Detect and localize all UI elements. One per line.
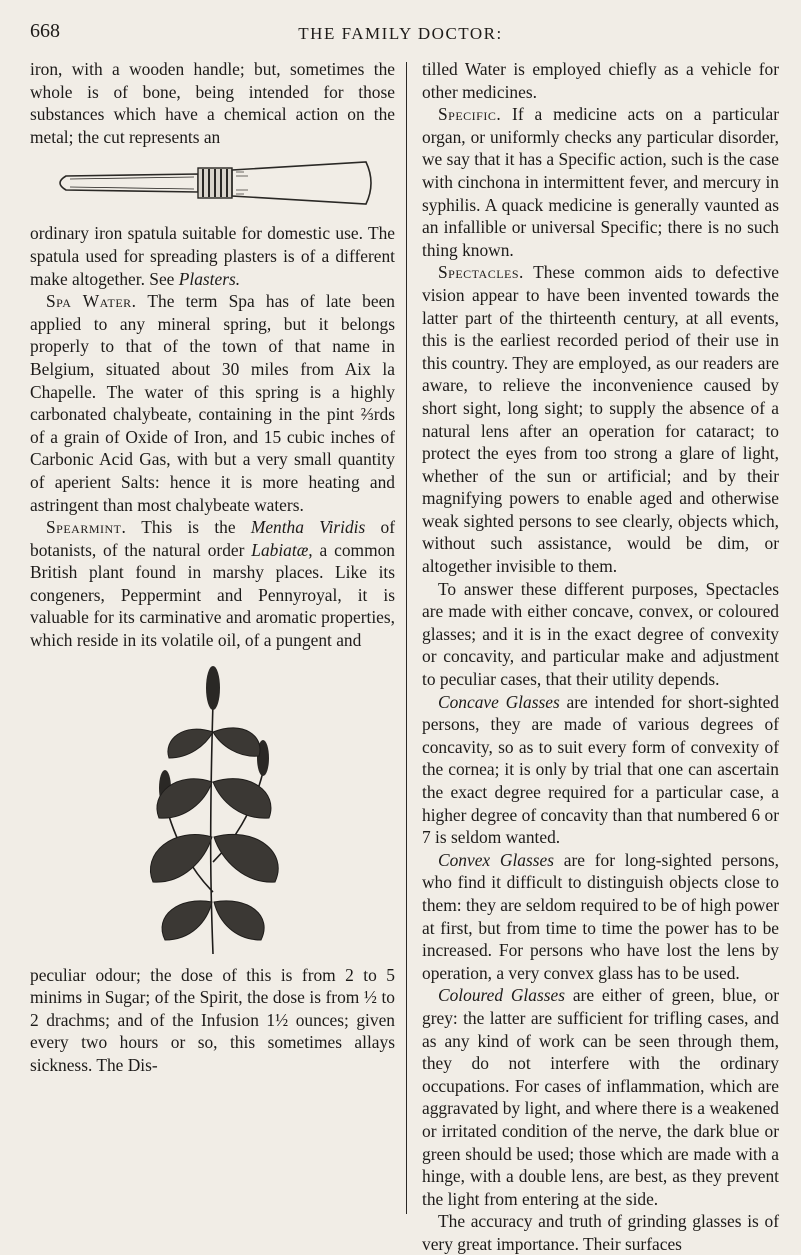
spearmint-entry <box>30 516 395 652</box>
coloured-glasses-entry <box>422 984 779 1210</box>
concave-glasses-text: are intended for short-sighted persons, they are made of various degrees of concavity, so as to suit every form of convexity of the cornea; it is only by trial that one can ascertain the exact degree required for a particular case, a higher degree of concavity than that numbered 6 or 7 is seldom wanted. <box>422 691 779 848</box>
page-number: 668 <box>30 20 60 42</box>
spectacles-entry <box>422 261 779 577</box>
spearmint-text-c: of botanists, of the natural order <box>30 517 396 560</box>
coloured-glasses-text: are either of green, blue, or grey: the latter are sufficient for trifling cases, and as any kind of work can be seen through them, they do not interfere with the ordinary occupations. For cases of inflammation, which are aggravated by light, and where there is a weakened or irritated condition of the nerve, the dark blue or green should be used; those which are made with a hinge, with a double lens, are best, as they prevent the light from entering at the side. <box>422 985 779 1209</box>
spearmint-plant-illustration <box>113 662 313 958</box>
convex-glasses-text: are for long-sighted persons, who find it difficult to distinguish objects close to them: they are seldom required to be of high power at first, but from time to time the power has to be increased. For persons who have lost the lens by operation, a very convex glass has to be used. <box>422 849 779 983</box>
spearmint-heading: Spearmint. <box>46 517 127 538</box>
spatula-illustration <box>48 152 380 214</box>
specific-entry <box>422 103 779 261</box>
spearmint-text-a: This is the <box>126 517 251 538</box>
right-column <box>422 58 779 1255</box>
distilled-water-continued: tilled Water is employed chiefly as a vehicle for other medicines. <box>422 59 779 102</box>
convex-glasses-entry <box>422 849 779 985</box>
spectacles-purposes-paragraph: To answer these different purposes, Spectacles are made with either concave, convex, or coloured glasses; and it is in the exact degree of convexity or concavity, and particular make and adjustment to peculiar cases, that their utility depends. <box>422 578 779 690</box>
spa-water-heading: Spa Water. <box>46 291 137 312</box>
convex-glasses-heading: Convex Glasses <box>438 849 555 870</box>
mentha-viridis-term: Mentha Viridis <box>250 517 366 538</box>
spectacles-heading: Spectacles. <box>438 262 524 283</box>
specific-text: If a medicine acts on a particular organ, or uniformly checks any particular disorder, we say that it has a Specific action, such is the case with cinchona in intermittent fever, and mercury in syphilis. A quack medicine is generally vaunted as an infallible or universal Specific; there is no such thing known. <box>422 104 779 260</box>
spa-water-entry <box>30 290 395 516</box>
coloured-glasses-heading: Coloured Glasses <box>438 985 565 1006</box>
concave-glasses-entry <box>422 691 779 849</box>
labiatae-term: Labiatæ, <box>251 539 313 560</box>
column-divider <box>406 62 407 1214</box>
running-head: THE FAMILY DOCTOR: <box>298 24 503 43</box>
spectacles-text: These common aids to defective vision appear to have been invented towards the latter part of the thirteenth century, at all events, this is the earliest recorded period of their use in this country. They are employed, as our readers are aware, to relieve the inconvenience caused by short sight, long sight; to supply the absence of a natural lens after an operation for cataract; to protect the eyes from too strong a glare of light, whether of the sun or artificial; and by their magnifying powers to enable aged and otherwise weak sighted persons to see clearly, objects which, without such assistance, would be dim, or altogether invisible to them. <box>422 262 779 577</box>
spa-water-text: The term Spa has of late been applied to any mineral spring, but it belongs properly to that of the town of that name in Belgium, situated about 30 miles from Aix la Chapelle. The water of this spring is a highly carbonated chalybeate, containing in the pint ⅔rds of a grain of Oxide of Iron, and 15 cubic inches of Carbonic Acid Gas, with but a very small quantity of aperient Salts: hence it is more heating and astringent than most chalybeate waters. <box>30 291 395 515</box>
grinding-paragraph: The accuracy and truth of grinding glasses is of very great importance. Their surfaces <box>422 1211 779 1254</box>
spatula-paragraph-cont <box>30 222 395 290</box>
spatula-text: ordinary iron spatula suitable for domestic use. The spatula used for spreading plasters is of a different make altogether. See <box>30 223 395 289</box>
plasters-reference: Plasters. <box>178 268 241 289</box>
spearmint-text-e: a common British plant found in marshy places. Like its congeners, Peppermint and Pennyroyal, it is valuable for its carminative and aromatic properties, which reside in its volatile oil, of a pungent and <box>30 539 395 651</box>
concave-glasses-heading: Concave Glasses <box>438 691 560 712</box>
spearmint-continued: peculiar odour; the dose of this is from 2 to 5 minims in Sugar; of the Spirit, the dose is from ½ to 2 drachms; and of the Infusion 1½ ounces; given every two hours or so, this sometimes allays sickness. The Dis- <box>30 964 395 1076</box>
spatula-paragraph: iron, with a wooden handle; but, sometimes the whole is of bone, being intended for those substances which have a chemical action on the metal; the cut represents an <box>30 59 395 147</box>
left-column <box>30 58 395 1077</box>
specific-heading: Specific. <box>438 104 502 125</box>
